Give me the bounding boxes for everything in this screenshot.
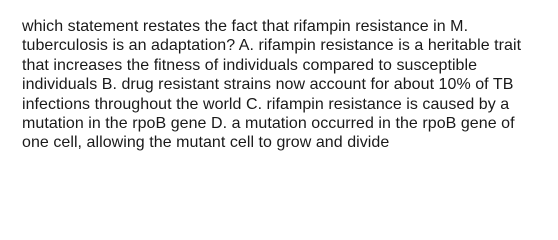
question-text: which statement restates the fact that rifampin resistance in M. tuberculosis is an adaptation? A. rifampin resistance is a heritable trait that increases the fitness of individuals compared to susceptible individuals B. drug resistant strains now account for about 10% of TB infections throughout the world C. rifampin resistance is caused by a mutation in the rpoB gene D. a mutation occurred in the rpoB gene of one cell, allowing the mutant cell to grow and divide	[22, 18, 522, 152]
